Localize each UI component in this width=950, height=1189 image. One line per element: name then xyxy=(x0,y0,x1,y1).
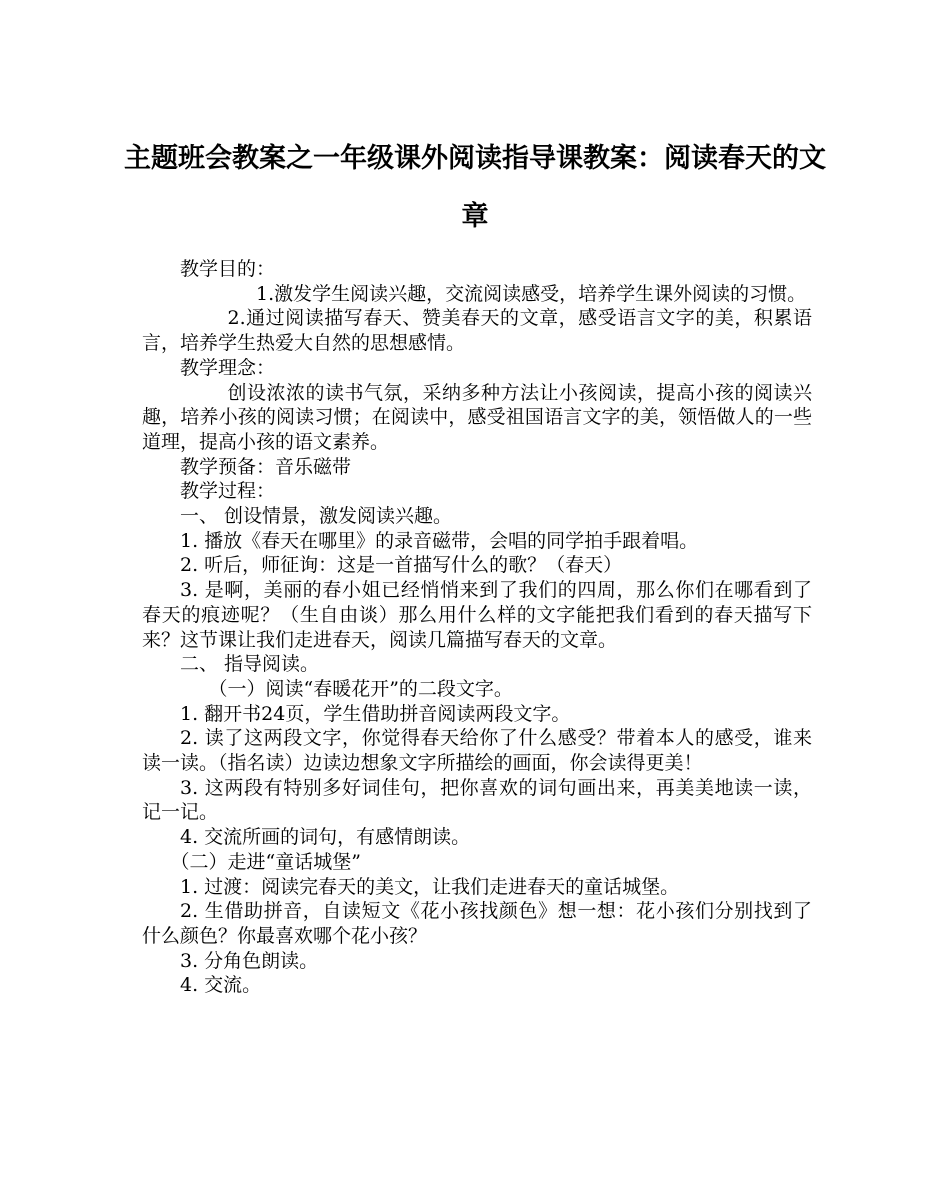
paragraph: （一）阅读“春暖花开”的二段文字。 xyxy=(208,677,513,700)
document-title: 主题班会教案之一年级课外阅读指导课教案：阅读春天的文章 xyxy=(124,143,826,232)
paragraph: 4. 交流所画的词句，有感情朗读。 xyxy=(180,826,471,849)
paragraph: 4. 交流。 xyxy=(180,974,262,997)
paragraph: 2. 读了这两段文字，你觉得春天给你了什么感受？带着本人的感受，谁来读一读。（指名读）边读边想象文字所描绘的画面，你会读得更美！ xyxy=(142,727,812,775)
paragraph: 1. 翻开书24页，学生借助拼音阅读两段文字。 xyxy=(180,702,571,725)
paragraph: 创设浓浓的读书气氛，采纳多种方法让小孩阅读，提高小孩的阅读兴趣，培养小孩的阅读习惯；在阅读中，感受祖国语言文字的美，领悟做人的一些道理，提高小孩的语文素养。 xyxy=(142,381,812,453)
paragraph: 2.通过阅读描写春天、赞美春天的文章，感受语言文字的美，积累语言，培养学生热爱大自然的思想感情。 xyxy=(142,307,812,355)
document-body xyxy=(142,257,812,998)
paragraph: 2. 生借助拼音，自读短文《花小孩找颜色》想一想：花小孩们分别找到了什么颜色？你最喜欢哪个花小孩？ xyxy=(142,900,812,947)
paragraph: 3. 是啊，美丽的春小姐已经悄悄来到了我们的四周，那么你们在哪看到了春天的痕迹呢？（生自由谈）那么用什么样的文字能把我们看到的春天描写下来？这节课让我们走进春天，阅读几篇描写春天的文章。 xyxy=(142,579,812,651)
paragraph: 教学过程： xyxy=(180,480,276,503)
paragraph: 教学目的： xyxy=(180,258,276,280)
paragraph: 1. 播放《春天在哪里》的录音磁带，会唱的同学拍手跟着唱。 xyxy=(180,529,699,552)
paragraph: 1.激发学生阅读兴趣，交流阅读感受，培养学生课外阅读的习惯。 xyxy=(256,282,807,305)
paragraph: 一、 创设情景，激发阅读兴趣。 xyxy=(180,505,453,528)
paragraph: （二）走进“童话城堡” xyxy=(170,850,361,873)
paragraph: 1. 过渡：阅读完春天的美文，让我们走进春天的童话城堡。 xyxy=(180,875,680,898)
paragraph: 教学理念： xyxy=(180,356,276,379)
paragraph: 2. 听后，师征询：这是一首描写什么的歌？（春天） xyxy=(180,554,623,577)
paragraph: 3. 这两段有特别多好词佳句，把你喜欢的词句画出来，再美美地读一读，记一记。 xyxy=(142,776,812,824)
paragraph: 二、 指导阅读。 xyxy=(180,653,320,676)
paragraph: 教学预备：音乐磁带 xyxy=(180,455,352,478)
paragraph: 3. 分角色朗读。 xyxy=(180,949,319,972)
